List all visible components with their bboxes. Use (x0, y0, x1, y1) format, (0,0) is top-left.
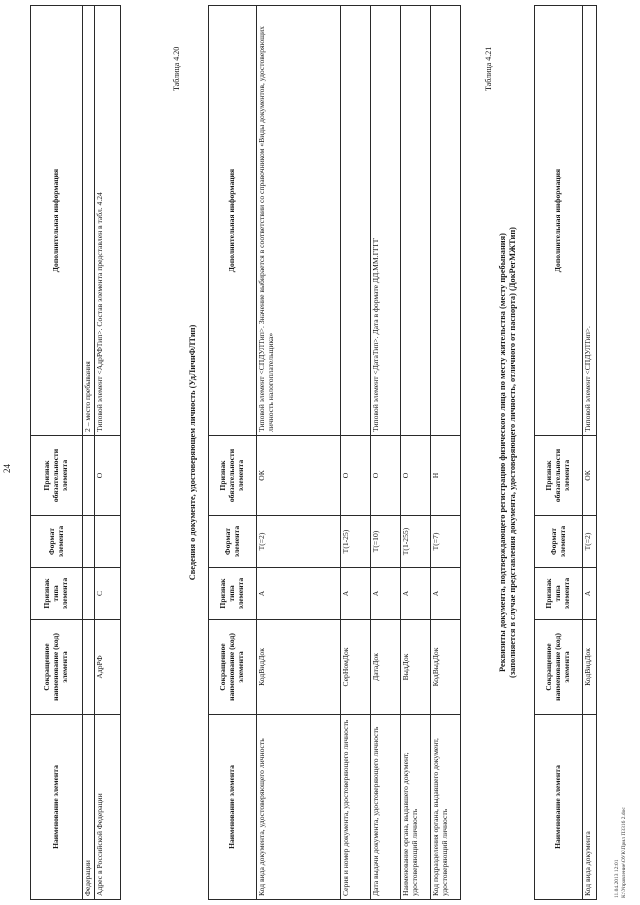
table-header-row (31, 6, 83, 900)
cell-req: О (341, 436, 371, 516)
table-title-4-20: Сведения о документе, удостоверяющем личность (УдЛичнФЛТип) (188, 324, 197, 581)
cell-name: Адрес в Российской Федерации (94, 715, 120, 900)
cell-type: А (371, 568, 401, 620)
col-header-name: Наименование элемента (209, 715, 257, 900)
table-row (341, 6, 371, 900)
col-header-format: Формат элемента (31, 516, 83, 568)
table-label-4-20: Таблица 4.20 (172, 46, 181, 91)
cell-name: Код подразделения органа, выдавшего документ, удостоверяющий личность (431, 715, 461, 900)
cell-type: С (94, 568, 120, 620)
col-header-info: Дополнительная информация (535, 6, 583, 436)
col-header-req: Признак обязательности элемента (31, 436, 83, 516)
col-header-code: Сокращенное наименование (код) элемента (535, 620, 583, 715)
cell-info: Типовой элемент <СПДУЛТип>. (583, 6, 597, 436)
cell-name: Серия и номер документа, удостоверяющего личность (341, 715, 371, 900)
col-header-type: Признак типа элемента (31, 568, 83, 620)
col-header-code: Сокращенное наименование (код) элемента (31, 620, 83, 715)
cell-req: Н (431, 436, 461, 516)
cell-type: А (257, 568, 341, 620)
cell-format (83, 516, 95, 568)
cell-format: Т(=2) (583, 516, 597, 568)
table-title-4-21 (498, 5, 518, 900)
col-header-name: Наименование элемента (31, 715, 83, 900)
cell-code: ВыдДок (401, 620, 431, 715)
cell-req: ОК (257, 436, 341, 516)
cell-type (83, 568, 95, 620)
col-header-type: Признак типа элемента (535, 568, 583, 620)
cell-code: АдрРФ (94, 620, 120, 715)
cell-format: Т(=2) (257, 516, 341, 568)
footnote-filepath: К:\Управление\ОУК\Прил П3316 2.doc (621, 807, 628, 898)
footnote-timestamp: 11.04.2013 12:01 (614, 859, 620, 898)
table-title-4-21-line1: Реквизиты документа, подтверждающего регистрацию физического лица по месту жительства (месту пребывания) (498, 233, 507, 672)
cell-req: ОК (583, 436, 597, 516)
cell-info: 2 – место пребывания (83, 6, 95, 436)
file-footnote (614, 807, 629, 898)
cell-code: ДатаДок (371, 620, 401, 715)
cell-type: А (583, 568, 597, 620)
cell-code: СерНомДок (341, 620, 371, 715)
table-row (257, 6, 341, 900)
cell-info (431, 6, 461, 436)
cell-name: Код вида документа, удостоверяющего личность (257, 715, 341, 900)
cell-req: О (94, 436, 120, 516)
cell-code: КодВыдДок (431, 620, 461, 715)
table-row (83, 6, 95, 900)
cell-format (94, 516, 120, 568)
table-row (583, 6, 597, 900)
cell-name: Дата выдачи документа, удостоверяющего личность (371, 715, 401, 900)
cell-req: О (401, 436, 431, 516)
col-header-code: Сокращенное наименование (код) элемента (209, 620, 257, 715)
cell-info: Типовой элемент <АдрРФТип>. Состав элемента представлен в табл. 4.24 (94, 6, 120, 436)
cell-info: Типовой элемент <ДатаТип>. Дата в формате ДД.ММ.ГГГГ (371, 6, 401, 436)
cell-type: А (341, 568, 371, 620)
table-header-row (209, 6, 257, 900)
table-row (371, 6, 401, 900)
col-header-info: Дополнительная информация (209, 6, 257, 436)
cell-info (341, 6, 371, 436)
col-header-info: Дополнительная информация (31, 6, 83, 436)
col-header-req: Признак обязательности элемента (535, 436, 583, 516)
table-label-4-21: Таблица 4.21 (484, 46, 493, 91)
cell-info: Типовой элемент <СПДУЛТип>. Значение выбирается в соответствии со справочником «Виды документов, удостоверяющих личность налогоплательщика» (257, 6, 341, 436)
cell-format: Т(1-25) (341, 516, 371, 568)
cell-req: О (371, 436, 401, 516)
cell-format: Т(1-255) (401, 516, 431, 568)
table-4-20 (208, 5, 461, 900)
cell-type: А (431, 568, 461, 620)
cell-code: КодВидДок (583, 620, 597, 715)
table-row (401, 6, 431, 900)
cell-name: Наименование органа, выдавшего документ, удостоверяющий личность (401, 715, 431, 900)
table-address (30, 5, 121, 900)
table-title-4-21-line2: (заполняется в случае представления документа, удостоверяющего личность, отличного от паспорта) (ДокРегМЖТип) (508, 227, 518, 678)
table-4-21 (534, 5, 597, 900)
cell-req (83, 436, 95, 516)
table-header-row (535, 6, 583, 900)
col-header-req: Признак обязательности элемента (209, 436, 257, 516)
cell-info (401, 6, 431, 436)
cell-name: Федерации (83, 715, 95, 900)
cell-format: Т(=7) (431, 516, 461, 568)
cell-code (83, 620, 95, 715)
cell-name: Код вида документа (583, 715, 597, 900)
col-header-format: Формат элемента (535, 516, 583, 568)
col-header-name: Наименование элемента (535, 715, 583, 900)
table-row (94, 6, 120, 900)
col-header-type: Признак типа элемента (209, 568, 257, 620)
table-row (431, 6, 461, 900)
cell-format: Т(=10) (371, 516, 401, 568)
col-header-format: Формат элемента (209, 516, 257, 568)
cell-code: КодВидДок (257, 620, 341, 715)
page-number: 24 (2, 464, 12, 473)
cell-type: А (401, 568, 431, 620)
